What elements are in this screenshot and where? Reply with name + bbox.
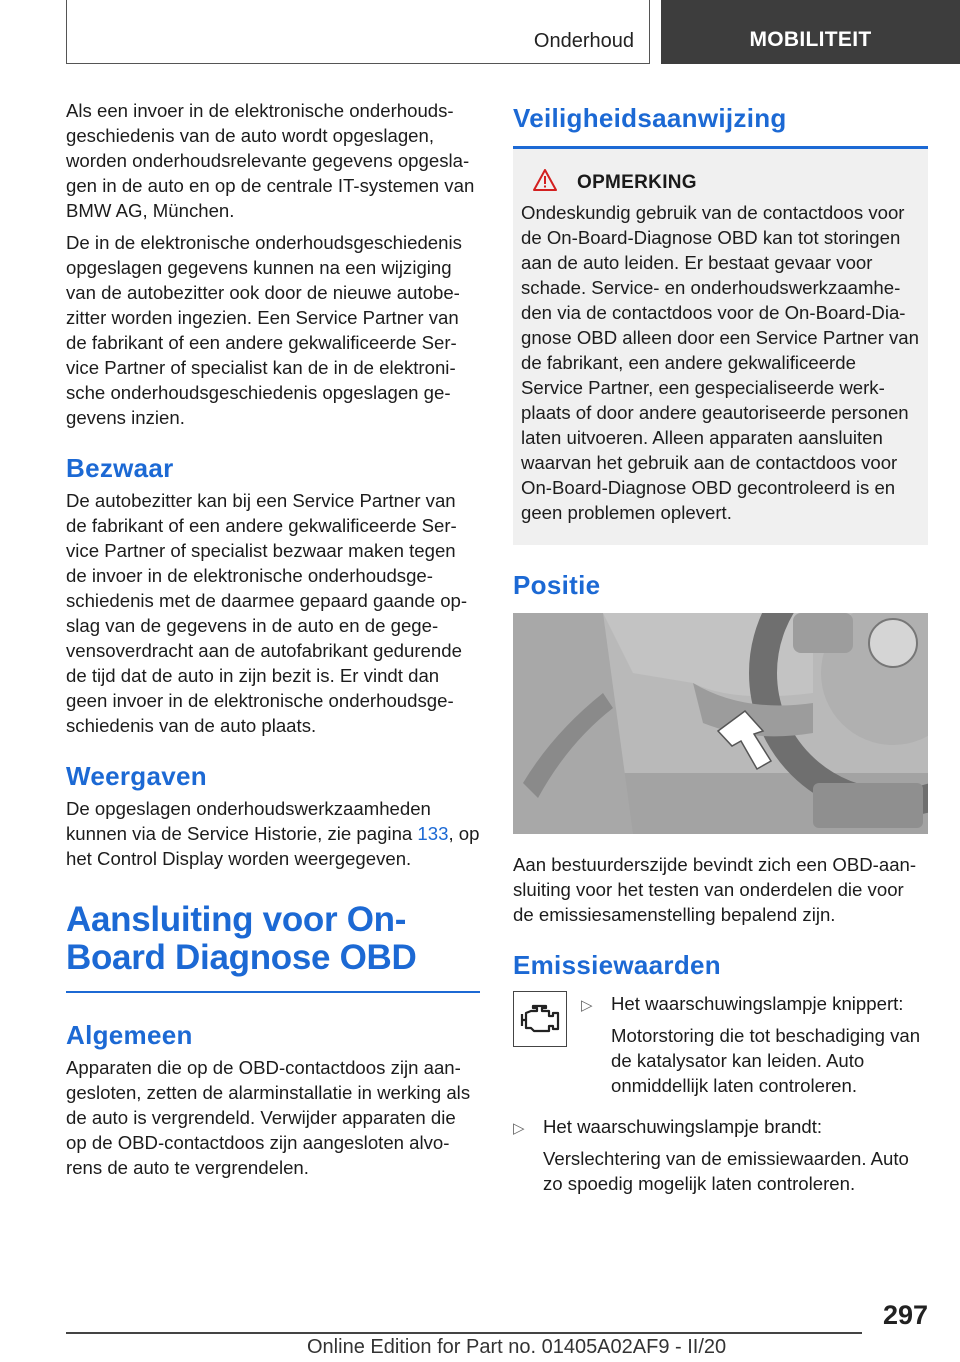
obd-location-photo bbox=[513, 613, 928, 834]
bullet-item-2 bbox=[513, 1114, 928, 1141]
left-column bbox=[66, 98, 480, 1187]
weergaven-heading: Weergaven bbox=[66, 761, 207, 791]
notice-header bbox=[521, 169, 920, 196]
bezwaar-heading: Bezwaar bbox=[66, 453, 174, 483]
veiligheid-heading: Veiligheidsaanwijzing bbox=[513, 103, 787, 133]
bullet-marker-icon: ▷ bbox=[513, 1120, 525, 1137]
bullet-list-2 bbox=[513, 1114, 928, 1196]
page-reference-link[interactable]: 133 bbox=[417, 823, 449, 844]
bullet-item-2-label: Het waarschuwingslampje brandt: bbox=[543, 1116, 823, 1137]
notice-title: OPMERKING bbox=[577, 171, 697, 193]
warning-triangle-icon bbox=[533, 169, 557, 196]
bullet-item-1 bbox=[581, 991, 928, 1018]
bullet-item-1-label: Het waarschuwingslampje knippert: bbox=[611, 993, 904, 1014]
header-chapter-tab bbox=[661, 0, 960, 64]
intro-paragraph-1: Als een invoer in de elektronische onderhouds-geschiedenis van de auto wordt opgeslagen, worden onderhoudsrelevante gegevens opgesla-gen in de auto en op de centrale IT-systemen van BMW AG, München. bbox=[66, 100, 475, 221]
positie-paragraph: Aan bestuurderszijde bevindt zich een OBD-aan-sluiting voor het testen van onderdelen die voor de emissiesamenstelling bepalend zijn. bbox=[513, 854, 917, 925]
positie-heading: Positie bbox=[513, 570, 601, 600]
bullet-item-1-text: Motorstoring die tot beschadiging van de katalysator kan leiden. Auto onmiddellijk laten controleren. bbox=[611, 1025, 921, 1096]
emissie-heading: Emissiewaarden bbox=[513, 950, 721, 980]
algemeen-paragraph: Apparaten die op de OBD-contactdoos zijn aan-gesloten, zetten de alarminstallatie in werking als de auto is vergrendeld. Verwijder apparaten die op de OBD-contactdoos zijn aangesloten alvo-rens de auto te vergrendelen. bbox=[66, 1057, 471, 1178]
bullet-item-2-text: Verslechtering van de emissiewaarden. Auto zo spoedig mogelijk laten controleren. bbox=[543, 1148, 909, 1194]
notice-box bbox=[513, 149, 928, 545]
chapter-divider bbox=[66, 991, 480, 993]
weergaven-text-before: De opgeslagen onderhoudswerkzaamheden kunnen via de Service Historie, zie pagina bbox=[66, 798, 431, 844]
weergaven-text-after: , op het Control Display worden weergegeven. bbox=[66, 823, 480, 869]
algemeen-heading: Algemeen bbox=[66, 1020, 193, 1050]
weergaven-paragraph bbox=[66, 796, 480, 871]
notice-text: Ondeskundig gebruik van de contactdoos voor de On-Board-Diagnose OBD kan tot storingen aan de auto leiden. Er bestaat gevaar voor schade. Service- en onderhoudswerkzaamhe-den via de contactdoos voor de On-Board-Dia-gnose OBD alleen door een Service Partner van de fabrikant, een andere gekwalificeerde Service Partner, een gespecialiseerde werk-plaats of door andere geautoriseerde personen laten uitvoeren. Alleen apparaten aansluiten waarvan het gebruik aan de contactdoos voor On-Board-Diagnose OBD gecontroleerd is en geen problemen oplevert. bbox=[521, 202, 919, 523]
bullet-marker-icon: ▷ bbox=[581, 997, 593, 1014]
engine-warning-icon bbox=[513, 991, 567, 1047]
header-section-title: Onderhoud bbox=[533, 30, 634, 52]
page-number: 297 bbox=[882, 1300, 928, 1330]
obd-chapter-heading: Aansluiting voor On-Board Diagnose OBD bbox=[66, 900, 417, 977]
right-column bbox=[513, 98, 928, 1196]
intro-paragraph-2: De in de elektronische onderhoudsgeschiedenis opgeslagen gegevens kunnen na een wijziging van de autobezitter ook door de nieuwe autobe-zitter worden ingezien. Een Service Partner van de fabrikant of een andere gekwalificeerde Ser-vice Partner of specialist kan de in de elektroni-sche onderhoudsgeschiedenis opgeslagen ge-gevens inzien. bbox=[66, 232, 462, 428]
edition-footer: Online Edition for Part no. 01405A02AF9 - II/20 bbox=[307, 1336, 727, 1358]
footer-divider bbox=[66, 1332, 862, 1334]
bullet-list-1 bbox=[581, 991, 928, 1108]
emission-warning-block bbox=[513, 991, 928, 1108]
bezwaar-paragraph: De autobezitter kan bij een Service Partner van de fabrikant of een andere gekwalificeerde Ser-vice Partner of specialist bezwaar maken tegen de invoer in de elektronische onderhoudsge-schiedenis met de daarmee gepaard gaande op-slag van de gegevens in de auto en de gege-vensoverdracht aan de autofabrikant gedurende de tijd dat de auto in zijn bezit is. Er vindt dan geen invoer in de elektronische onderhoudsge-schiedenis van de auto plaats. bbox=[66, 490, 468, 736]
header-chapter-label: MOBILITEIT bbox=[749, 28, 872, 51]
